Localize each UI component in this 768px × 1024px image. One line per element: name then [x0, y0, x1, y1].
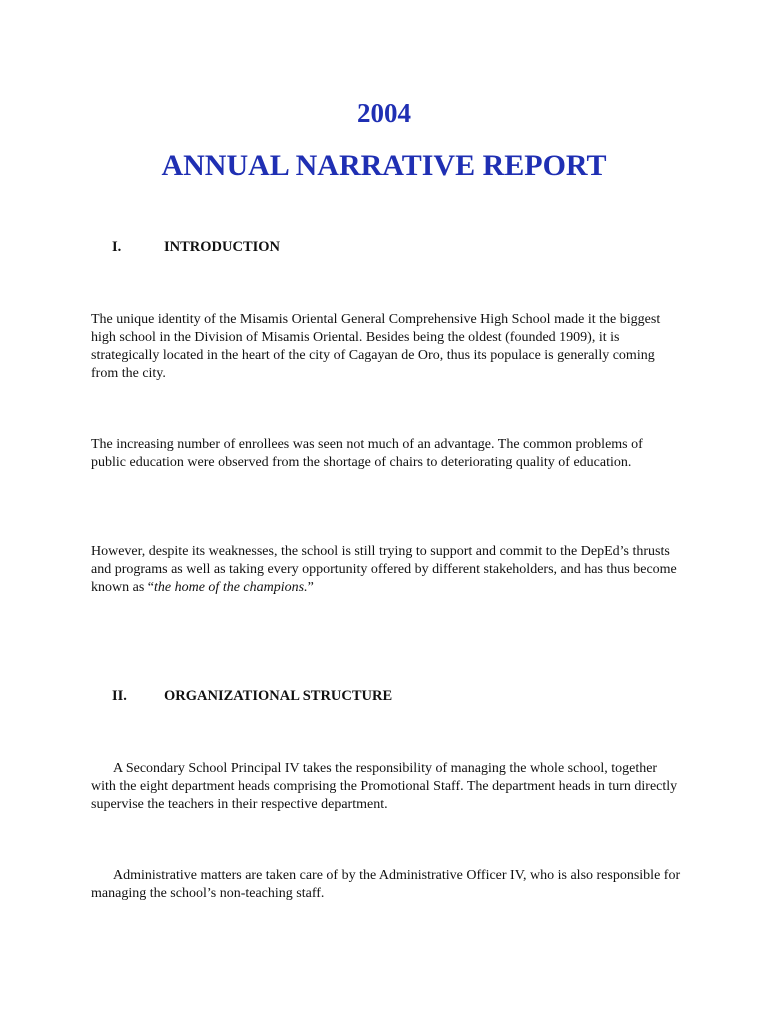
section-title: INTRODUCTION: [164, 239, 281, 255]
org-paragraph-2: Administrative matters are taken care of by the Administrative Officer IV, who is also responsible for managing the school’s non-teaching staff.: [91, 868, 681, 901]
section-number: I.: [112, 239, 122, 255]
intro-paragraph-1: The unique identity of the Misamis Oriental General Comprehensive High School made it the biggest high school in the Division of Misamis Oriental. Besides being the oldest (founded 1909), it is strategically located in the heart of the city of Cagayan de Oro, thus its populace is generally coming from the city.: [91, 312, 661, 381]
quote-close-mark: ”: [307, 580, 314, 595]
section-title: ORGANIZATIONAL STRUCTURE: [164, 688, 393, 704]
report-title: ANNUAL NARRATIVE REPORT: [161, 149, 607, 182]
section-heading-introduction: [112, 238, 280, 256]
school-motto-quote: the home of the champions.: [154, 580, 308, 595]
org-paragraph-1: A Secondary School Principal IV takes the responsibility of managing the whole school, together with the eight department heads comprising the Promotional Staff. The department heads in turn directly supervise the teachers in their respective department.: [91, 761, 678, 812]
report-year: 2004: [357, 98, 411, 128]
intro-paragraph-3-text: However, despite its weaknesses, the school is still trying to support and commit to the DepEd’s thrusts and programs as well as taking every opportunity offered by different stakeholders, and has thus become known as “: [91, 544, 677, 595]
intro-paragraph-2: The increasing number of enrollees was seen not much of an advantage. The common problems of public education were observed from the shortage of chairs to deteriorating quality of education.: [91, 437, 643, 470]
section-number: II.: [112, 688, 127, 704]
intro-paragraph-3: [91, 543, 681, 597]
section-heading-organizational-structure: [112, 687, 392, 705]
